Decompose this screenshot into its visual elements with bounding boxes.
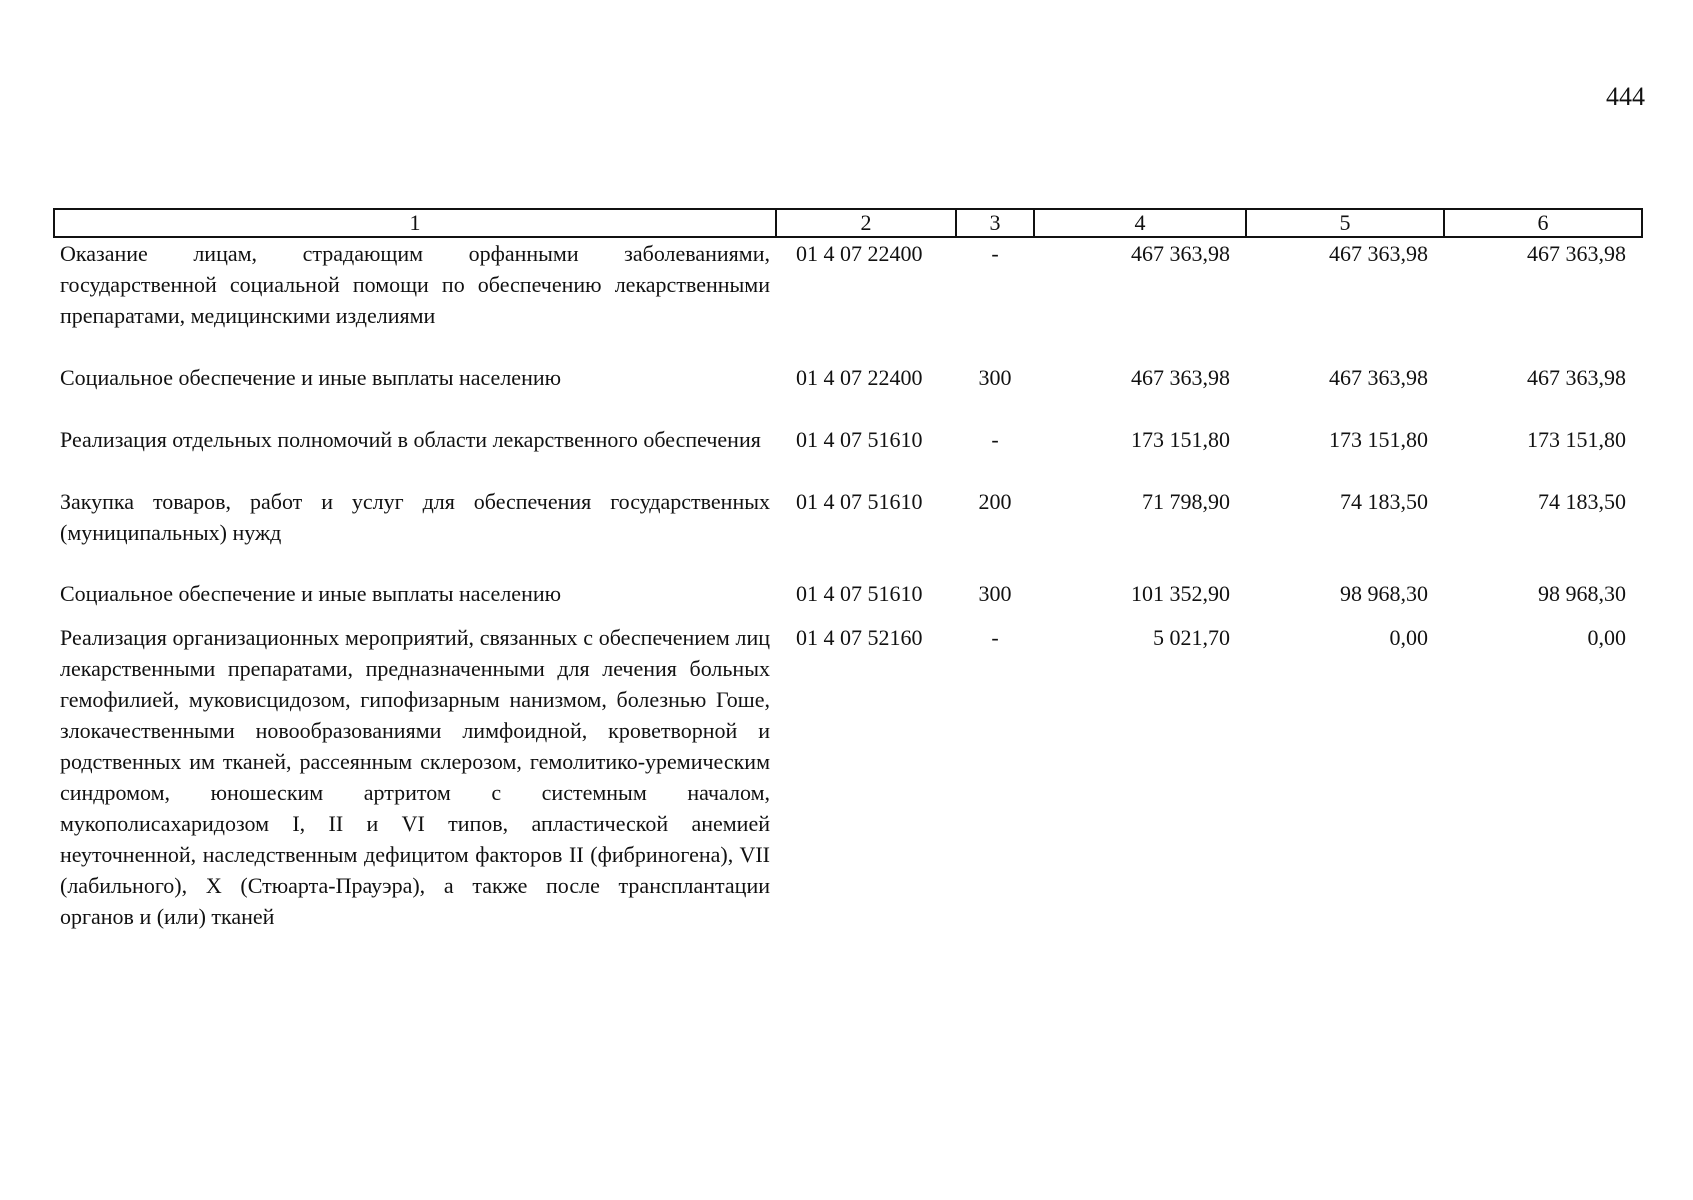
row-value-5: 0,00 xyxy=(1389,625,1428,650)
row-name: Реализация отдельных полномочий в области лекарственного обеспечения xyxy=(60,427,761,452)
row-value-4: 5 021,70 xyxy=(1153,625,1230,650)
table-body xyxy=(54,237,1642,932)
table-row xyxy=(54,622,1642,932)
row-code: 01 4 07 22400 xyxy=(796,241,923,266)
column-header-4: 4 xyxy=(1034,209,1246,237)
row-name: Социальное обеспечение и иные выплаты населению xyxy=(60,365,562,390)
table-row xyxy=(54,362,1642,424)
row-expense-type: 300 xyxy=(978,365,1012,390)
table-header xyxy=(54,209,1642,237)
column-header-5: 5 xyxy=(1246,209,1444,237)
column-header-2: 2 xyxy=(776,209,956,237)
row-name: Оказание лицам, страдающим орфанными заболеваниями, государственной социальной помощи по обеспечению лекарственными препаратами, медицинскими изделиями xyxy=(60,241,770,328)
row-value-6: 173 151,80 xyxy=(1527,427,1626,452)
row-value-4: 101 352,90 xyxy=(1131,581,1230,606)
row-value-5: 467 363,98 xyxy=(1329,365,1428,390)
row-expense-type: 300 xyxy=(978,581,1012,606)
table-row xyxy=(54,424,1642,486)
row-expense-type: 200 xyxy=(978,489,1012,514)
row-expense-type: - xyxy=(991,625,999,650)
row-value-6: 0,00 xyxy=(1587,625,1626,650)
row-value-4: 173 151,80 xyxy=(1131,427,1230,452)
column-header-3: 3 xyxy=(956,209,1034,237)
row-value-5: 74 183,50 xyxy=(1340,489,1428,514)
column-header-6: 6 xyxy=(1444,209,1642,237)
row-value-5: 173 151,80 xyxy=(1329,427,1428,452)
row-name: Реализация организационных мероприятий, связанных с обеспечением лиц лекарственными препаратами, предназначенными для лечения больных гемофилией, муковисцидозом, гипофизарным нанизмом, болезнью Гоше, злокачественными новообразованиями лимфоидной, кроветворной и родственных им тканей, рассеянным склерозом, гемолитико-уремическим синдромом, юношеским артритом с системным началом, мукополисахаридозом I, II и VI типов, апластической анемией неуточненной, наследственным дефицитом факторов II (фибриногена), VII (лабильного), X (Стюарта-Прауэра), а также после трансплантации органов и (или) тканей xyxy=(60,625,770,929)
column-header-1: 1 xyxy=(54,209,776,237)
row-value-5: 467 363,98 xyxy=(1329,241,1428,266)
row-code: 01 4 07 52160 xyxy=(796,625,923,650)
row-name: Социальное обеспечение и иные выплаты населению xyxy=(60,581,562,606)
row-value-4: 467 363,98 xyxy=(1131,365,1230,390)
row-value-6: 98 968,30 xyxy=(1538,581,1626,606)
table-row xyxy=(54,578,1642,622)
row-expense-type: - xyxy=(991,241,999,266)
row-value-6: 74 183,50 xyxy=(1538,489,1626,514)
header-row xyxy=(54,209,1642,237)
row-name: Закупка товаров, работ и услуг для обеспечения государственных (муниципальных) нужд xyxy=(60,489,770,545)
row-value-6: 467 363,98 xyxy=(1527,241,1626,266)
row-code: 01 4 07 51610 xyxy=(796,489,923,514)
row-value-5: 98 968,30 xyxy=(1340,581,1428,606)
row-value-6: 467 363,98 xyxy=(1527,365,1626,390)
row-value-4: 467 363,98 xyxy=(1131,241,1230,266)
table-row xyxy=(54,486,1642,578)
row-expense-type: - xyxy=(991,427,999,452)
row-value-4: 71 798,90 xyxy=(1142,489,1230,514)
row-code: 01 4 07 51610 xyxy=(796,581,923,606)
row-code: 01 4 07 51610 xyxy=(796,427,923,452)
page-number: 444 xyxy=(1606,82,1645,111)
table-row xyxy=(54,237,1642,362)
row-code: 01 4 07 22400 xyxy=(796,365,923,390)
budget-table xyxy=(53,208,1643,932)
